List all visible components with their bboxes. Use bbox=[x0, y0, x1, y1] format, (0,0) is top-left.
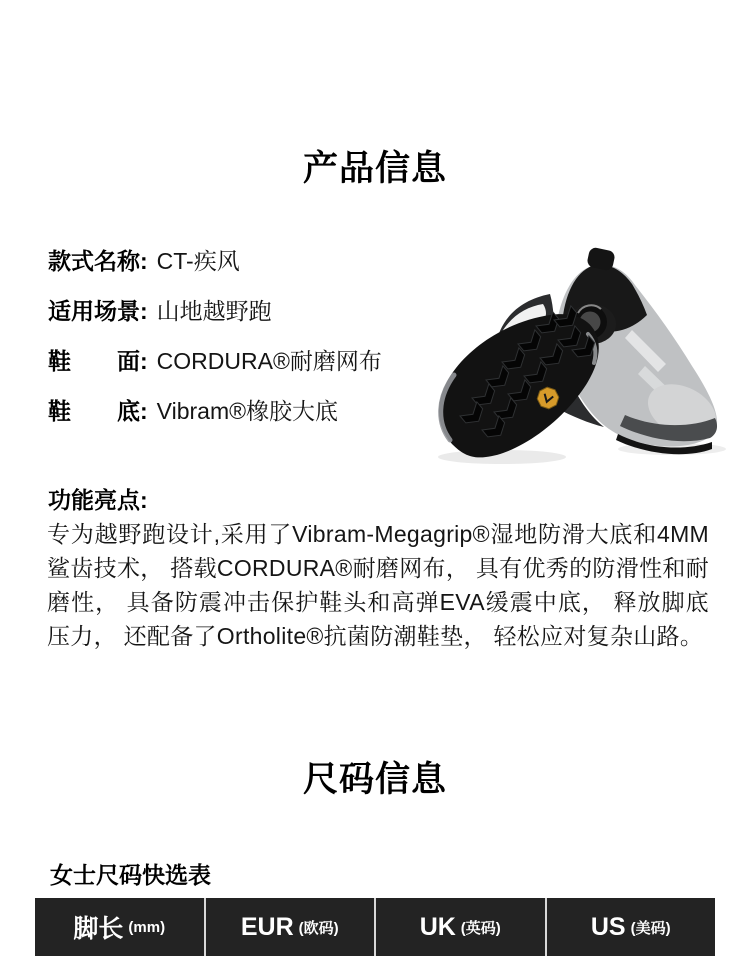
lying-shoe-outsole bbox=[439, 306, 599, 458]
features-description: 专为越野跑设计,采用了Vibram-Megagrip®湿地防滑大底和4MM鲨齿技术， 搭载CORDURA®耐磨网布， 具有优秀的防滑性和耐磨性， 具备防震冲击保护鞋头和高弹EVA缓震中底， 释放脚底压力， 还配备了Ortholite®抗菌防潮鞋垫， 轻松应对复杂山路。 bbox=[47, 521, 709, 649]
product-info-title: 产品信息 bbox=[302, 149, 447, 188]
size-table-header-row bbox=[35, 898, 715, 956]
product-photo-trail-shoes bbox=[420, 238, 750, 468]
header-main-text: EUR bbox=[240, 912, 294, 941]
spec-value: 山地越野跑 bbox=[156, 298, 272, 324]
header-main-text: 脚长 bbox=[73, 915, 124, 943]
size-info-title: 尺码信息 bbox=[302, 760, 447, 799]
spec-row-outsole bbox=[48, 399, 382, 424]
spec-label: 款式名称: bbox=[48, 248, 148, 274]
spec-value: CT-疾风 bbox=[156, 248, 240, 274]
header-main-text: US bbox=[590, 912, 626, 941]
header-main-text: UK bbox=[419, 912, 456, 941]
women-size-table-caption: 女士尺码快选表 bbox=[50, 862, 211, 888]
spec-value: Vibram®橡胶大底 bbox=[156, 398, 339, 424]
size-table-header-uk bbox=[374, 898, 545, 956]
header-sub-text: (mm) bbox=[128, 918, 166, 936]
spec-label: 鞋 底: bbox=[48, 398, 148, 424]
size-table-header-eur bbox=[204, 898, 375, 956]
spec-row-upper bbox=[48, 349, 382, 374]
spec-row-scenario bbox=[48, 299, 382, 324]
size-table-header-us bbox=[545, 898, 716, 956]
spec-label: 适用场景: bbox=[48, 298, 148, 324]
spec-row-style-name bbox=[48, 249, 382, 274]
header-sub-text: (欧码) bbox=[298, 919, 339, 937]
spec-label: 鞋 面: bbox=[48, 348, 148, 374]
product-spec-list bbox=[48, 249, 382, 449]
features-heading: 功能亮点: bbox=[48, 487, 148, 513]
header-sub-text: (英码) bbox=[460, 919, 501, 937]
size-table-header-foot-length bbox=[35, 898, 204, 956]
spec-value: CORDURA®耐磨网布 bbox=[156, 348, 382, 374]
header-sub-text: (美码) bbox=[630, 919, 671, 937]
